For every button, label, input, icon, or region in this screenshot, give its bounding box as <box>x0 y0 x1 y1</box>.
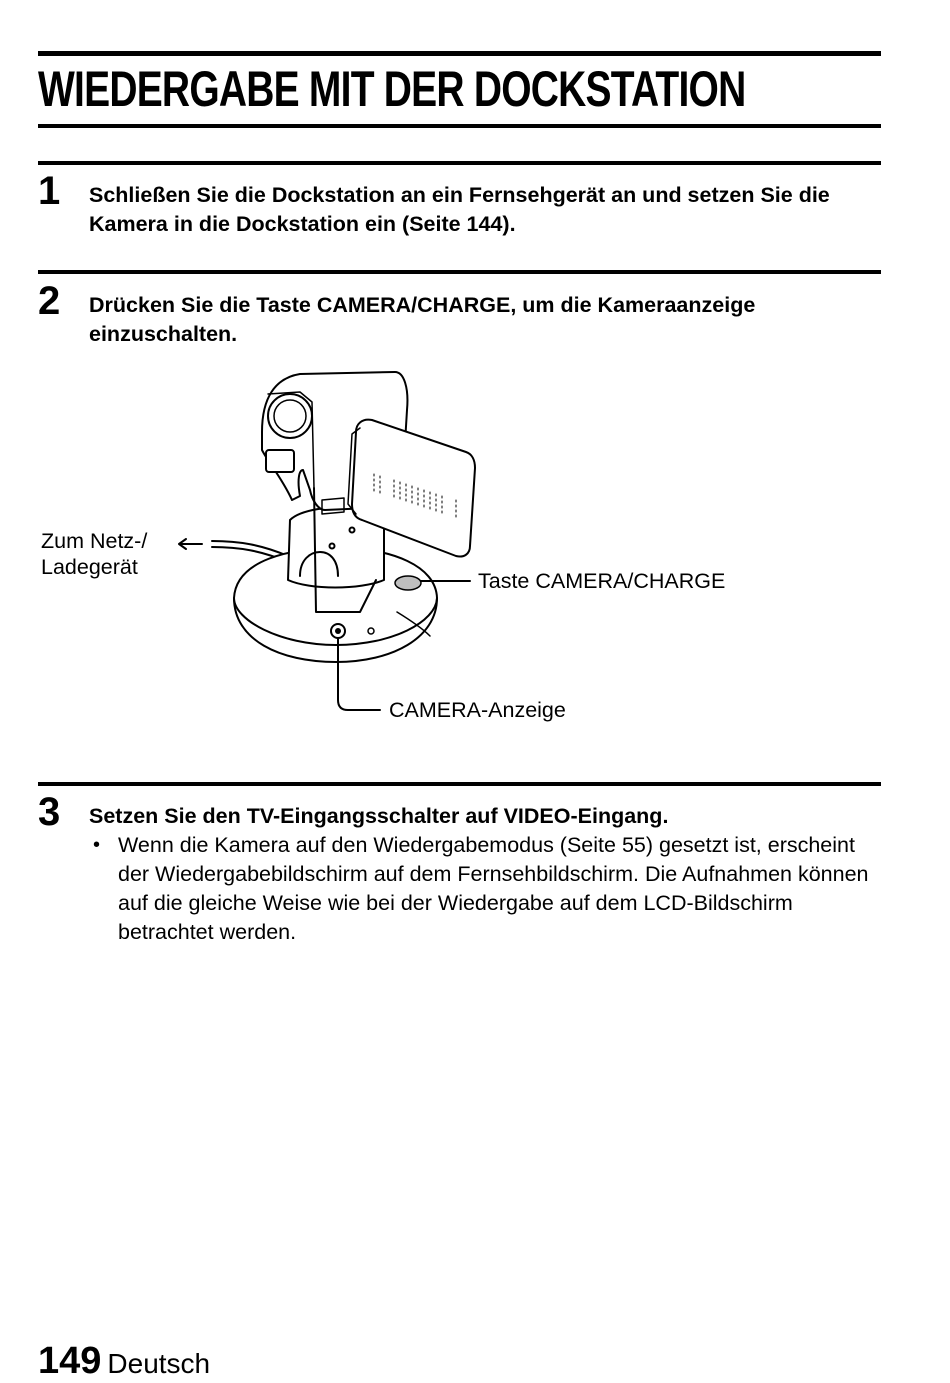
power-charger-label-line1: Zum Netz-/ <box>41 529 148 553</box>
bullet-mark: • <box>93 834 101 856</box>
step-1-text: Schließen Sie die Dockstation an ein Fernsehgerät an und setzen Sie die Kamera in die Dockstation ein (Seite 144). <box>89 183 830 236</box>
step-2-text: Drücken Sie die Taste CAMERA/CHARGE, um die Kameraanzeige einzuschalten. <box>89 293 756 346</box>
page-footer <box>38 1340 210 1383</box>
cable-arrow-icon <box>179 539 202 549</box>
footer-language: Deutsch <box>107 1348 211 1379</box>
step-3-number: 3 <box>38 790 61 834</box>
step-2-number: 2 <box>38 279 61 323</box>
camera-charge-button <box>395 576 421 590</box>
step-3-text: Setzen Sie den TV-Eingangsschalter auf VIDEO-Eingang. <box>89 804 669 828</box>
step-3-rule <box>38 782 881 786</box>
power-charger-label <box>41 528 147 580</box>
camera-charge-button-label: Taste CAMERA/CHARGE <box>478 569 726 593</box>
page-title: WIEDERGABE MIT DER DOCKSTATION <box>38 61 746 117</box>
page-number: 149 <box>38 1340 102 1382</box>
camera-indicator-label: CAMERA-Anzeige <box>389 698 566 722</box>
step-1-number: 1 <box>38 169 61 213</box>
power-cable <box>212 541 288 556</box>
step-3-bullet-text: Wenn die Kamera auf den Wiedergabemodus (Seite 55) gesetzt ist, erscheint der Wiedergabebildschirm auf dem Fernsehbildschirm. Die Aufnahmen können auf die gleiche Weise wie bei der Wiedergabe auf dem LCD-Bildschirm betrachtet werden. <box>118 833 869 944</box>
power-charger-label-line2: Ladegerät <box>41 555 138 579</box>
